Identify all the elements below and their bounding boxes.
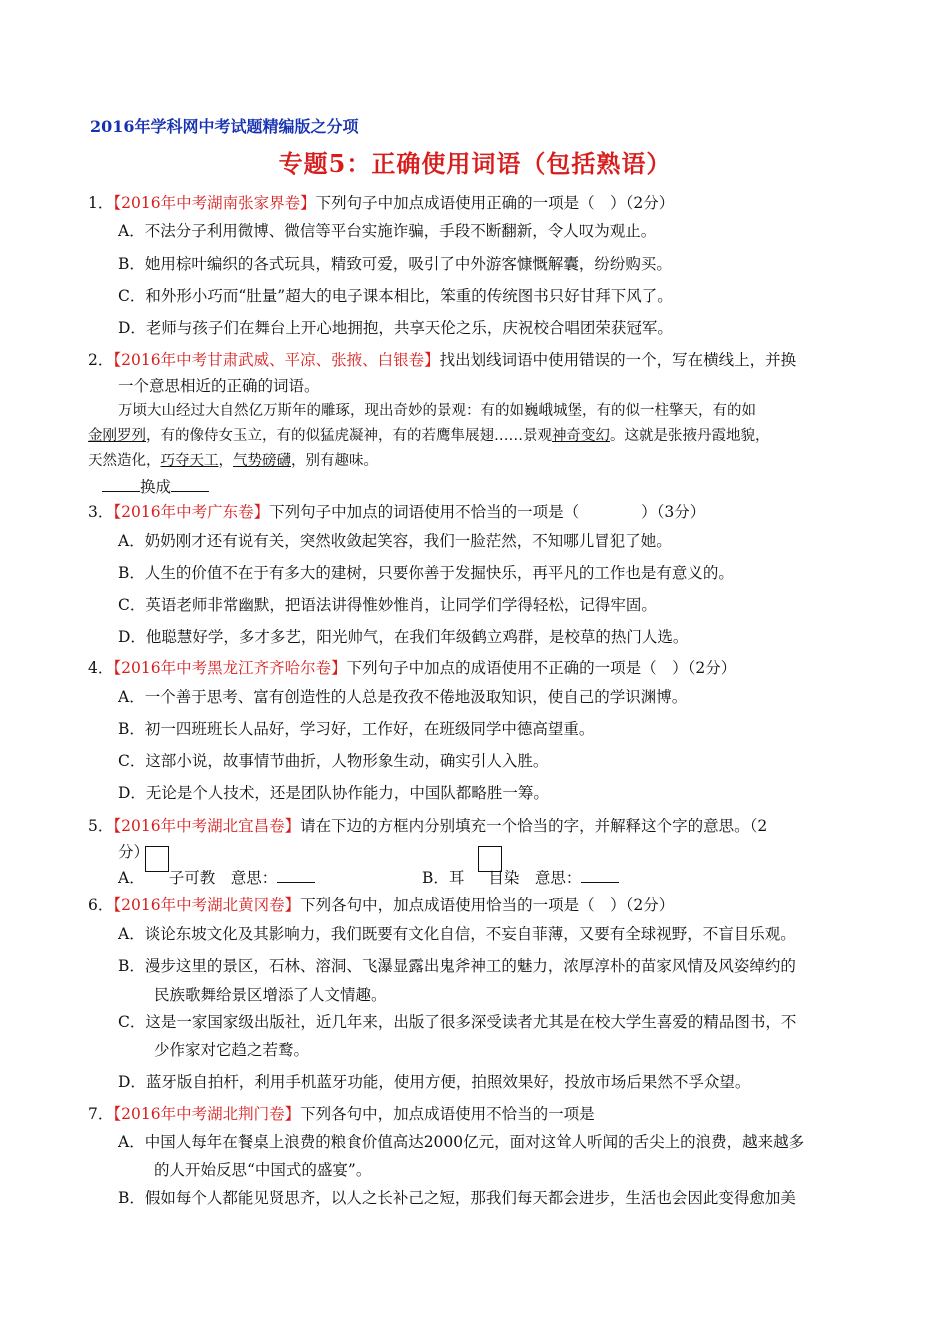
question-1-option-c: C．和外形小巧而“肚量”超大的电子课本相比，笨重的传统图书只好甘拜下风了。 — [118, 287, 673, 305]
underlined-phrase: 神奇变幻 — [552, 428, 610, 444]
question-3-option-c: C．英语老师非常幽默，把语法讲得惟妙惟肖，让同学们学得轻松，记得牢固。 — [118, 596, 657, 614]
question-7-option-a: A．中国人每年在餐桌上浪费的粮食价值高达2000亿元，面对这耸人听闻的舌尖上的浪费，越来越多 — [118, 1133, 805, 1151]
question-2-answer-line: 换成 — [102, 476, 209, 498]
question-2-passage-line-1: 万顷大山经过大自然亿万斯年的雕琢，现出奇妙的景观：有的如巍峨城堡，有的似一柱擎天，有的如 — [118, 403, 756, 419]
question-3-option-d: D．他聪慧好学，多才多艺，阳光帅气，在我们年级鹤立鸡群，是校草的热门人选。 — [118, 628, 689, 646]
question-4-stem: 4．【2016年中考黑龙江齐齐哈尔卷】下列句子中加点的成语使用不正确的一项是（ ）（2分） — [88, 659, 737, 677]
question-7-source: 【2016年中考湖北荆门卷】 — [113, 1105, 301, 1123]
question-5-source: 【2016年中考湖北宜昌卷】 — [113, 817, 301, 835]
answer-blank[interactable] — [102, 477, 140, 492]
underlined-phrase: 金刚罗列 — [88, 428, 146, 444]
document-header: 2016年学科网中考试题精编版之分项 — [90, 117, 359, 136]
question-3-option-a: A．奶奶刚才还有说有关，突然收敛起笑容，我们一脸茫然，不知哪儿冒犯了她。 — [118, 532, 672, 550]
underlined-phrase: 巧夺天工 — [160, 453, 219, 469]
question-6-option-d: D．蓝牙版自拍杆，利用手机蓝牙功能，使用方便，拍照效果好，投放市场后果然不孚众望。 — [118, 1073, 751, 1091]
question-2-stem: 2．【2016年中考甘肃武威、平凉、张掖、白银卷】找出划线词语中使用错误的一个，写在横线上，并换 — [88, 351, 797, 369]
question-4-option-a: A．一个善于思考、富有创造性的人总是孜孜不倦地汲取知识，使自己的学识渊博。 — [118, 688, 688, 706]
answer-blank[interactable] — [277, 868, 315, 883]
question-4-source: 【2016年中考黑龙江齐齐哈尔卷】 — [113, 659, 347, 677]
question-6-option-c-continued: 少作家对它趋之若鹜。 — [154, 1041, 310, 1059]
question-6-stem: 6．【2016年中考湖北黄冈卷】下列各句中，加点成语使用恰当的一项是（ ）（2分） — [88, 896, 675, 914]
question-4-option-b: B．初一四班班长人品好，学习好，工作好，在班级同学中德高望重。 — [118, 720, 595, 738]
question-5-stem-continued: 分） — [118, 843, 150, 861]
question-6-option-b-continued: 民族歌舞给景区增添了人文情趣。 — [154, 986, 387, 1004]
question-3-source: 【2016年中考广东卷】 — [113, 503, 270, 521]
question-7-stem: 7．【2016年中考湖北荆门卷】下列各句中，加点成语使用不恰当的一项是 — [88, 1105, 595, 1123]
question-7-option-a-continued: 的人开始反思“中国式的盛宴”。 — [154, 1161, 372, 1179]
question-2-source: 【2016年中考甘肃武威、平凉、张掖、白银卷】 — [113, 351, 440, 369]
question-6-option-c: C．这是一家国家级出版社，近几年来，出版了很多深受读者尤其是在校大学生喜爱的精品图书，不 — [118, 1013, 797, 1031]
question-5-option-b: B．耳 目染 意思： — [422, 867, 619, 889]
question-1-option-d: D．老师与孩子们在舞台上开心地拥抱，共享天伦之乐，庆祝校合唱团荣获冠军。 — [118, 319, 673, 337]
question-1-option-a: A．不法分子利用微博、微信等平台实施诈骗，手段不断翻新，令人叹为观止。 — [118, 222, 657, 240]
question-6-option-b: B．漫步这里的景区，石林、溶洞、飞瀑显露出鬼斧神工的魅力，浓厚淳朴的苗家风情及风姿绰约的 — [118, 957, 796, 975]
question-7-option-b: B．假如每个人都能见贤思齐，以人之长补己之短，那我们每天都会进步，生活也会因此变得愈加美 — [118, 1189, 796, 1207]
answer-blank[interactable] — [581, 868, 619, 883]
question-3-stem: 3．【2016年中考广东卷】下列句子中加点的词语使用不恰当的一项是（ ）（3分） — [88, 503, 706, 521]
question-6-source: 【2016年中考湖北黄冈卷】 — [113, 896, 301, 914]
underlined-phrase: 气势磅礴 — [233, 453, 291, 469]
question-5-option-a: A． 子可教 意思： — [118, 867, 315, 889]
document-title: 专题5：正确使用词语（包括熟语） — [278, 149, 672, 178]
question-1-option-b: B．她用棕叶编织的各式玩具，精致可爱，吸引了中外游客慷慨解囊，纷纷购买。 — [118, 255, 672, 273]
question-2-stem-continued: 一个意思相近的正确的词语。 — [118, 377, 320, 395]
question-4-option-c: C．这部小说，故事情节曲折，人物形象生动，确实引人入胜。 — [118, 752, 549, 770]
answer-blank[interactable] — [171, 477, 209, 492]
question-5-stem: 5．【2016年中考湖北宜昌卷】请在下边的方框内分别填充一个恰当的字，并解释这个字的意思。（2 — [88, 817, 768, 835]
question-4-option-d: D．无论是个人技术，还是团队协作能力，中国队都略胜一筹。 — [118, 784, 549, 802]
question-2-passage-line-3: 天然造化，巧夺天工，气势磅礴，别有趣味。 — [88, 453, 378, 469]
question-3-option-b: B．人生的价值不在于有多大的建树，只要你善于发掘快乐，再平凡的工作也是有意义的。 — [118, 564, 734, 582]
question-6-option-a: A．谈论东坡文化及其影响力，我们既要有文化自信，不妄自菲薄，又要有全球视野，不盲目乐观。 — [118, 925, 796, 943]
question-1-stem: 1．【2016年中考湖南张家界卷】下列句子中加点成语使用正确的一项是（ ）（2分） — [88, 194, 675, 212]
question-2-passage-line-2: 金刚罗列，有的像侍女玉立，有的似猛虎凝神，有的若鹰隼展翅……景观神奇变幻。这就是张掖丹霞地貌， — [88, 428, 770, 444]
question-1-source: 【2016年中考湖南张家界卷】 — [113, 194, 316, 212]
